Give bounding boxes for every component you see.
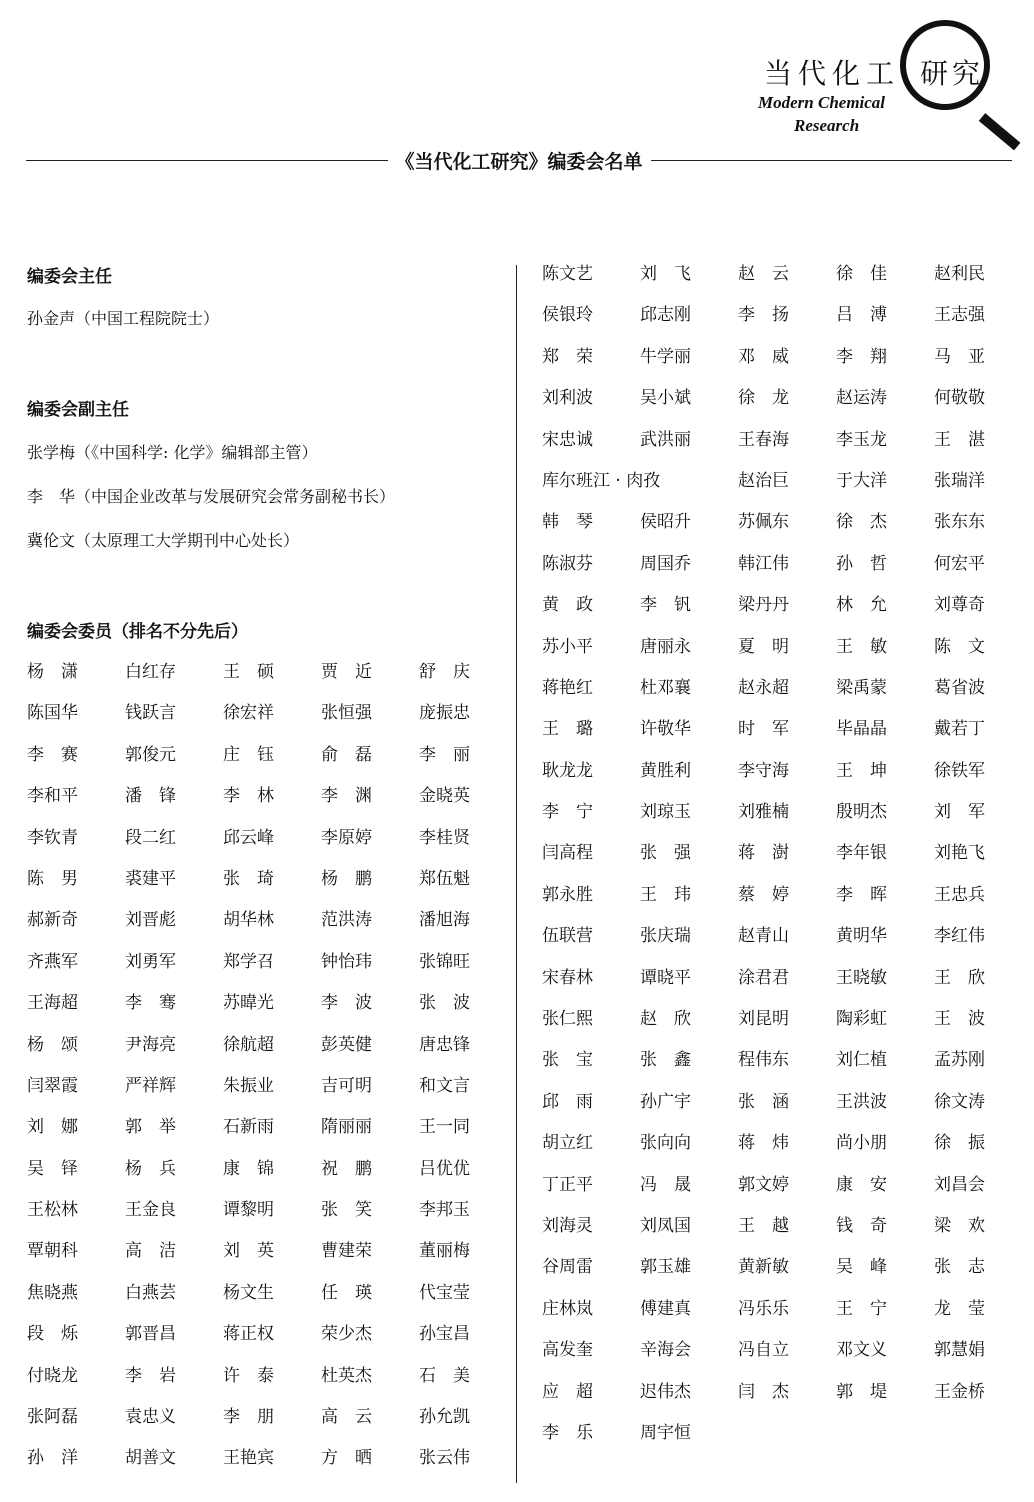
member-name: 张志 [934,1257,1002,1278]
member-name: 郭晋昌 [125,1324,176,1345]
member-name: 贾近 [321,662,389,682]
member-name: 张阿磊 [27,1407,78,1428]
member-name: 赵利民 [934,264,985,284]
member-name: 黄政 [542,595,610,616]
member-name: 张向向 [640,1133,691,1154]
deputy-entry: 李 华（中国企业改革与发展研究会常务副秘书长） [27,487,396,506]
member-name: 吉可明 [321,1075,372,1096]
member-name: 刘晋彪 [125,910,176,931]
member-name: 白燕芸 [125,1282,176,1303]
member-name: 荣少杰 [321,1324,372,1345]
member-name: 庄林岚 [542,1298,593,1319]
member-name: 冯自立 [738,1340,789,1361]
member-name: 舒庆 [419,662,487,682]
member-name: 何宏平 [934,553,985,574]
director-entry: 孙金声（中国工程院院士） [27,309,220,328]
member-name: 刘仁植 [836,1050,887,1071]
member-name: 李赛 [27,744,95,765]
member-name: 梁禹蒙 [836,677,887,698]
member-name: 徐文涛 [934,1091,985,1112]
member-name: 刘娜 [27,1117,95,1138]
member-name: 张鑫 [640,1050,708,1071]
member-name: 张仁熙 [542,1009,593,1030]
member-name: 唐忠锋 [419,1034,470,1055]
member-name: 王金良 [125,1200,176,1221]
member-name: 康锦 [223,1158,291,1179]
member-name: 郑伍魁 [419,868,470,889]
member-name: 吕溥 [836,305,904,326]
member-name: 李骞 [125,993,193,1014]
member-name: 尹海亮 [125,1034,176,1055]
member-name: 冯乐乐 [738,1298,789,1319]
member-name: 赵云 [738,264,806,284]
member-name: 苏佩东 [738,512,789,533]
member-name: 郝新奇 [27,910,78,931]
member-name: 许泰 [223,1365,291,1386]
member-name: 尚小朋 [836,1133,887,1154]
member-name: 王敏 [836,636,904,657]
member-name: 刘琼玉 [640,802,691,823]
member-name: 梁欢 [934,1215,1002,1236]
member-name: 刘飞 [640,264,708,284]
member-name: 齐燕军 [27,951,78,972]
member-name: 蔡婷 [738,884,806,905]
member-name: 李朋 [223,1407,291,1428]
member-name: 隋丽丽 [321,1117,372,1138]
member-name: 迟伟杰 [640,1381,691,1402]
member-name: 陶彩虹 [836,1009,887,1030]
member-name: 徐龙 [738,388,806,409]
member-name: 许敬华 [640,719,691,740]
member-name: 高云 [321,1407,389,1428]
member-name: 张东东 [934,512,985,533]
member-name: 王一同 [419,1117,470,1138]
member-name: 赵永超 [738,677,789,698]
member-name: 陈文 [934,636,1002,657]
member-name: 陈国华 [27,703,78,724]
member-name: 李钦青 [27,827,78,848]
member-name: 张波 [419,993,487,1014]
logo-chinese-name: 当代化工 [764,57,901,90]
member-name: 王硕 [223,662,291,682]
member-name: 裘建平 [125,868,176,889]
member-name: 李扬 [738,305,806,326]
member-name: 陈男 [27,868,95,889]
member-name: 张庆瑞 [640,926,691,947]
member-name: 张锦旺 [419,951,470,972]
member-name: 徐杰 [836,512,904,533]
member-name: 郑荣 [542,346,610,367]
member-name: 邱志刚 [640,305,691,326]
member-name: 邓威 [738,346,806,367]
member-name: 张云伟 [419,1448,470,1469]
member-name: 郭慧娟 [934,1340,985,1361]
member-name: 闫杰 [738,1381,806,1402]
member-name: 王海超 [27,993,78,1014]
member-name: 段二红 [125,827,176,848]
member-name: 胡善文 [125,1448,176,1469]
member-name: 石美 [419,1365,487,1386]
page-title: 《当代化工研究》编委会名单 [395,150,643,173]
member-name: 郭玉雄 [640,1257,691,1278]
member-name: 李波 [321,993,389,1014]
member-name: 郭永胜 [542,884,593,905]
member-name: 梁丹丹 [738,595,789,616]
title-rule-right [651,160,1013,161]
member-name: 王晓敏 [836,967,887,988]
member-name: 侯银玲 [542,305,593,326]
member-name: 蒋艳红 [542,677,593,698]
member-name: 宋春林 [542,967,593,988]
member-name: 张恒强 [321,703,372,724]
member-name: 徐铁军 [934,760,985,781]
member-name: 孙广宇 [640,1091,691,1112]
member-name: 潘锋 [125,786,193,807]
member-name: 郭举 [125,1117,193,1138]
member-name: 刘尊奇 [934,595,985,616]
member-name: 李晖 [836,884,904,905]
member-name: 库尔班江 · 肉孜 [542,470,661,491]
member-name: 孙哲 [836,553,904,574]
member-name: 付晓龙 [27,1365,78,1386]
member-name: 李林 [223,786,291,807]
member-name: 陈文艺 [542,264,593,284]
member-name: 孟苏刚 [934,1050,985,1071]
member-name: 马亚 [934,346,1002,367]
member-name: 郭堤 [836,1381,904,1402]
member-name: 谭晓平 [640,967,691,988]
member-name: 李红伟 [934,926,985,947]
member-name: 徐振 [934,1133,1002,1154]
member-name: 黄明华 [836,926,887,947]
member-name: 郭俊元 [125,744,176,765]
member-name: 蒋炜 [738,1133,806,1154]
member-name: 李翔 [836,346,904,367]
member-name: 和文言 [419,1075,470,1096]
member-name: 侯昭升 [640,512,691,533]
member-name: 孙允凯 [419,1407,470,1428]
member-name: 祝鹏 [321,1158,389,1179]
member-name: 覃朝科 [27,1241,78,1262]
member-name: 戴若丁 [934,719,985,740]
grid-spacer [640,469,738,510]
member-name: 张涵 [738,1091,806,1112]
member-name: 赵欣 [640,1009,708,1030]
member-name: 袁忠义 [125,1407,176,1428]
member-name: 任瑛 [321,1282,389,1303]
member-name: 王玮 [640,884,708,905]
member-name: 刘军 [934,802,1002,823]
member-name: 吴铎 [27,1158,95,1179]
member-name: 范洪涛 [321,910,372,931]
member-name: 王波 [934,1009,1002,1030]
member-name: 胡华林 [223,910,274,931]
member-name: 周国乔 [640,553,691,574]
member-name: 丁正平 [542,1174,593,1195]
member-name: 曹建荣 [321,1241,372,1262]
member-name: 郑学召 [223,951,274,972]
member-name: 高发奎 [542,1340,593,1361]
member-name: 彭英健 [321,1034,372,1055]
member-name: 庞振忠 [419,703,470,724]
section-title-members: 编委会委员（排名不分先后） [27,622,248,642]
member-name: 李宁 [542,802,610,823]
member-name: 武洪丽 [640,429,691,450]
member-name: 何敬敬 [934,388,985,409]
member-name: 高洁 [125,1241,193,1262]
member-name: 刘雅楠 [738,802,789,823]
member-name: 庄钰 [223,744,291,765]
member-name: 谭黎明 [223,1200,274,1221]
member-name: 王坤 [836,760,904,781]
member-name: 李年银 [836,843,887,864]
deputy-entry: 张学梅（《中国科学: 化学》编辑部主管） [27,443,318,462]
member-name: 黄新敏 [738,1257,789,1278]
member-name: 康安 [836,1174,904,1195]
member-name: 吕优优 [419,1158,470,1179]
member-name: 李和平 [27,786,78,807]
member-name: 李钒 [640,595,708,616]
member-name: 徐宏祥 [223,703,274,724]
member-name: 苏暐光 [223,993,274,1014]
member-name: 刘昆明 [738,1009,789,1030]
member-name: 杨文生 [223,1282,274,1303]
member-name: 段烁 [27,1324,95,1345]
member-name: 徐佳 [836,264,904,284]
member-name: 石新雨 [223,1117,274,1138]
member-name: 王欣 [934,967,1002,988]
member-name: 蒋澍 [738,843,806,864]
member-name: 涂君君 [738,967,789,988]
member-name: 闫高程 [542,843,593,864]
member-name: 杨颂 [27,1034,95,1055]
members-grid-left [27,660,517,1488]
member-name: 俞磊 [321,744,389,765]
member-name: 王璐 [542,719,610,740]
member-name: 王松林 [27,1200,78,1221]
section-title-director: 编委会主任 [27,267,112,287]
member-name: 吴小斌 [640,388,691,409]
member-name: 李原婷 [321,827,372,848]
member-name: 李邦玉 [419,1200,470,1221]
member-name: 刘艳飞 [934,843,985,864]
member-name: 殷明杰 [836,802,887,823]
member-name: 王艳宾 [223,1448,274,1469]
member-name: 王志强 [934,305,985,326]
member-name: 王忠兵 [934,884,985,905]
member-name: 邱云峰 [223,827,274,848]
member-name: 孙宝昌 [419,1324,470,1345]
member-name: 牛学丽 [640,346,691,367]
member-name: 徐航超 [223,1034,274,1055]
member-name: 邓文义 [836,1340,887,1361]
member-name: 张琦 [223,868,291,889]
member-name: 邱雨 [542,1091,610,1112]
member-name: 金晓英 [419,786,470,807]
member-name: 韩江伟 [738,553,789,574]
member-name: 刘勇军 [125,951,176,972]
member-name: 蒋正权 [223,1324,274,1345]
logo-english-line1: Modern Chemical [758,93,886,112]
member-name: 刘利波 [542,388,593,409]
journal-logo [750,18,1030,148]
member-name: 钱奇 [836,1215,904,1236]
member-name: 李岩 [125,1365,193,1386]
member-name: 杨潇 [27,662,95,682]
logo-inner-text: 研究 [920,57,985,90]
member-name: 王金桥 [934,1381,985,1402]
member-name: 孙洋 [27,1448,95,1469]
page-title-row [26,145,1012,175]
member-name: 夏明 [738,636,806,657]
member-name: 王越 [738,1215,806,1236]
member-name: 张强 [640,843,708,864]
member-name: 傅建真 [640,1298,691,1319]
member-name: 耿龙龙 [542,760,593,781]
member-name: 刘凤国 [640,1215,691,1236]
member-name: 李丽 [419,744,487,765]
member-name: 应超 [542,1381,610,1402]
member-name: 林允 [836,595,904,616]
member-name: 张宝 [542,1050,610,1071]
deputy-entry: 冀伦文（太原理工大学期刊中心处长） [27,531,300,550]
member-name: 方晒 [321,1448,389,1469]
member-name: 赵青山 [738,926,789,947]
title-rule-left [26,160,388,161]
member-name: 白红存 [125,662,176,682]
member-name: 宋忠诚 [542,429,593,450]
member-name: 杜邓襄 [640,677,691,698]
member-name: 龙莹 [934,1298,1002,1319]
member-name: 陈淑芬 [542,553,593,574]
member-name: 李桂贤 [419,827,470,848]
member-name: 于大洋 [836,470,887,491]
member-name: 赵治巨 [738,470,789,491]
member-name: 焦晓燕 [27,1282,78,1303]
member-name: 周宇恒 [640,1422,691,1443]
member-name: 刘昌会 [934,1174,985,1195]
member-name: 钱跃言 [125,703,176,724]
member-name: 董丽梅 [419,1241,470,1262]
member-name: 胡立红 [542,1133,593,1154]
member-name: 唐丽永 [640,636,691,657]
member-name: 朱振业 [223,1075,274,1096]
member-name: 杨鹏 [321,868,389,889]
member-name: 时军 [738,719,806,740]
member-name: 王洪波 [836,1091,887,1112]
member-name: 李玉龙 [836,429,887,450]
member-name: 毕晶晶 [836,719,887,740]
member-name: 杨兵 [125,1158,193,1179]
member-name: 谷周雷 [542,1257,593,1278]
member-name: 苏小平 [542,636,593,657]
member-name: 赵运涛 [836,388,887,409]
member-name: 郭文婷 [738,1174,789,1195]
member-name: 黄胜利 [640,760,691,781]
member-name: 冯晟 [640,1174,708,1195]
member-name: 李渊 [321,786,389,807]
member-name: 代宝莹 [419,1282,470,1303]
member-name: 吴峰 [836,1257,904,1278]
member-name: 辛海会 [640,1340,691,1361]
member-name: 张瑞洋 [934,470,985,491]
member-name: 钟怡玮 [321,951,372,972]
member-name: 王湛 [934,429,1002,450]
member-name: 杜英杰 [321,1365,372,1386]
member-name: 李乐 [542,1422,610,1443]
members-grid-right [542,262,1032,1462]
member-name: 刘海灵 [542,1215,593,1236]
member-name: 刘英 [223,1241,291,1262]
member-name: 葛省波 [934,677,985,698]
member-name: 李守海 [738,760,789,781]
logo-english-line2: Research [794,116,860,135]
member-name: 严祥辉 [125,1075,176,1096]
member-name: 韩琴 [542,512,610,533]
member-name: 王宁 [836,1298,904,1319]
section-title-deputy: 编委会副主任 [27,400,129,420]
member-name: 潘旭海 [419,910,470,931]
member-name: 张笑 [321,1200,389,1221]
member-name: 王春海 [738,429,789,450]
member-name: 程伟东 [738,1050,789,1071]
member-name: 闫翠霞 [27,1075,78,1096]
member-name: 伍联营 [542,926,593,947]
